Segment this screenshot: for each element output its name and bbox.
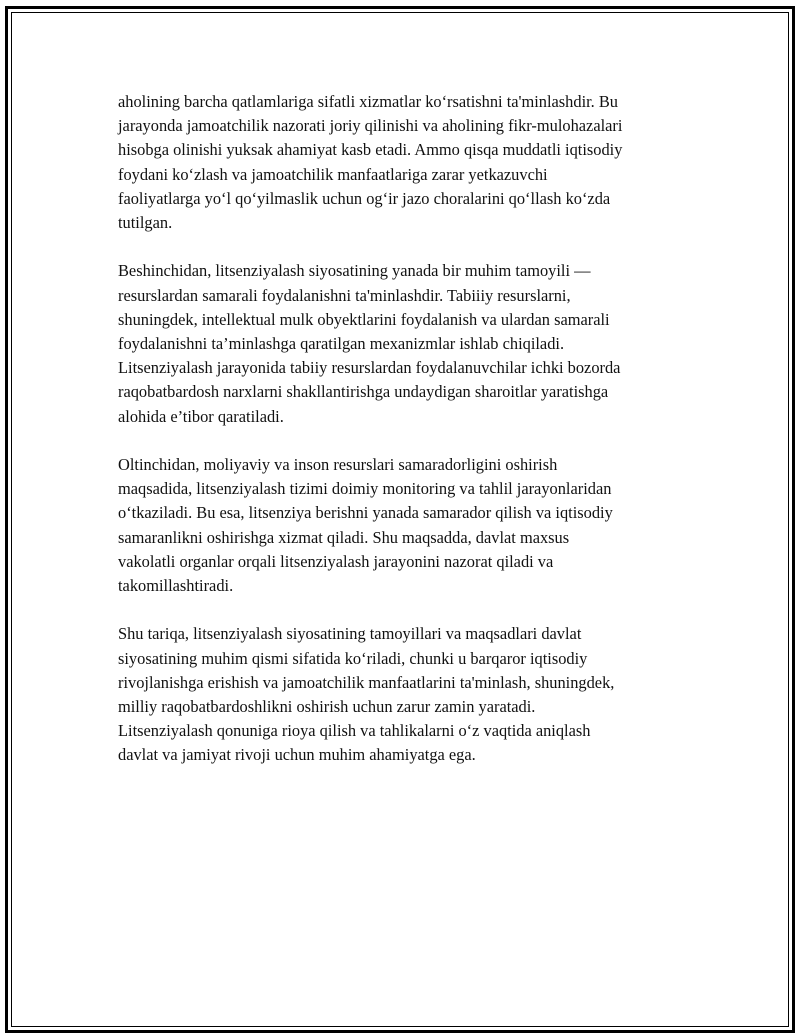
- text-line: Shu tariqa, litsenziyalash siyosatining tamoyillari va maqsadlari davlat: [118, 624, 582, 644]
- text-line: shuningdek, intellektual mulk obyektlarini foydalanish va ulardan samarali: [118, 309, 610, 329]
- text-line: alohida e’tibor qaratiladi.: [118, 406, 284, 426]
- text-line: o‘tkaziladi. Bu esa, litsenziya berishni yanada samarador qilish va iqtisodiy: [118, 503, 613, 523]
- text-line: resurslardan samarali foydalanishni ta'minlashdir. Tabiiiy resurslarni,: [118, 285, 571, 305]
- text-line: rivojlanishga erishish va jamoatchilik manfaatlarini ta'minlash, shuningdek,: [118, 672, 615, 692]
- text-line: aholining barcha qatlamlariga sifatli xizmatlar ko‘rsatishni ta'minlashdir. Bu: [118, 92, 619, 111]
- text-line: milliy raqobatbardoshlikni oshirish uchun zarur zamin yaratadi.: [118, 697, 536, 717]
- text-line: foydani ko‘zlash va jamoatchilik manfaatlariga zarar yetkazuvchi: [118, 164, 548, 184]
- text-line: Litsenziyalash qonuniga rioya qilish va tahlikalarni o‘z vaqtida aniqlash: [118, 721, 591, 741]
- text-line: jarayonda jamoatchilik nazorati joriy qilinishi va aholining fikr-mulohazalari: [118, 116, 623, 136]
- paragraph-3: [118, 453, 698, 598]
- text-line: foydalanishni ta’minlashga qaratilgan mexanizmlar ishlab chiqiladi.: [118, 334, 565, 354]
- text-line: raqobatbardosh narxlarni shakllantirishga undaydigan sharoitlar yaratishga: [118, 382, 609, 402]
- paragraph-1: [118, 90, 698, 235]
- text-line: tutilgan.: [118, 213, 173, 233]
- text-line: Beshinchidan, litsenziyalash siyosatining yanada bir muhim tamoyili —: [118, 261, 591, 281]
- text-line: samaranlikni oshirishga xizmat qiladi. Shu maqsadda, davlat maxsus: [118, 527, 570, 547]
- text-line: maqsadida, litsenziyalash tizimi doimiy monitoring va tahlil jarayonlaridan: [118, 479, 612, 499]
- text-line: faoliyatlarga yo‘l qo‘yilmaslik uchun og‘ir jazo choralarini qo‘llash ko‘zda: [118, 188, 611, 208]
- text-line: davlat va jamiyat rivoji uchun muhim ahamiyatga ega.: [118, 745, 476, 765]
- text-line: hisobga olinishi yuksak ahamiyat kasb etadi. Ammo qisqa muddatli iqtisodiy: [118, 140, 623, 160]
- text-line: takomillashtiradi.: [118, 576, 234, 596]
- document-body: [118, 90, 698, 792]
- text-line: Litsenziyalash jarayonida tabiiy resurslardan foydalanuvchilar ichki bozorda: [118, 358, 621, 378]
- paragraph-2: [118, 259, 698, 428]
- text-line: Oltinchidan, moliyaviy va inson resurslari samaradorligini oshirish: [118, 455, 558, 475]
- paragraph-4: [118, 622, 698, 767]
- text-line: siyosatining muhim qismi sifatida ko‘riladi, chunki u barqaror iqtisodiy: [118, 648, 588, 668]
- text-line: vakolatli organlar orqali litsenziyalash jarayonini nazorat qiladi va: [118, 551, 554, 571]
